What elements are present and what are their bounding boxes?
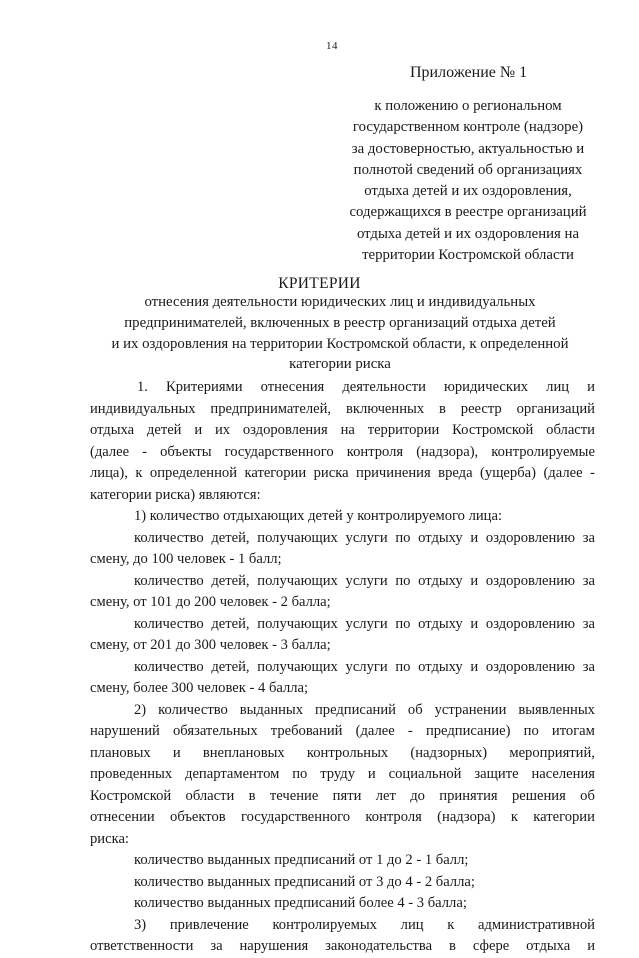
word: в [449,938,456,954]
word: 3) [134,916,147,933]
word: административной [478,916,595,933]
word: и [470,572,479,589]
word: юридических [443,379,529,395]
word: к [135,465,143,481]
paragraph-line: смену, более 300 человек - 4 балла; [90,680,309,696]
paragraph-line [90,807,595,829]
word: и [470,658,479,675]
word: вреда [438,465,473,481]
word: (далее [90,443,130,460]
word: отдыху [418,615,463,632]
paragraph-line [90,614,595,636]
word: 1. [137,379,148,395]
word: течение [269,787,319,804]
paragraph-line: смену, до 100 человек - 1 балл; [90,551,282,567]
word: предписание) [425,723,511,739]
word: категории [533,809,595,825]
word: оздоровлению [485,529,576,546]
appendix-note-line: за достоверностью, актуальностью и [351,140,585,157]
word: и [194,422,203,438]
word: оздоровлению [485,572,576,589]
word: требований [270,723,343,739]
word: (ущерба) [480,465,536,481]
word: количество [134,615,204,632]
word: на [340,422,355,438]
word: получающих [257,658,338,675]
appendix-note-line: отдыха детей и их оздоровления, [364,183,572,200]
word: выявленных [518,701,595,718]
word: обязательных [173,723,258,739]
word: контроля [346,443,404,460]
word: объекты [160,443,212,460]
word: к [510,809,518,825]
appendix-note [340,96,596,266]
paragraph-line: количество выданных предписаний более 4 - 3 балла; [134,895,467,911]
paragraph-line [90,764,595,786]
word: и [172,744,181,761]
word: социальной [388,766,462,782]
word: защите [474,766,519,782]
word: контролируемые [491,443,595,460]
appendix-note-line: территории Костромской области [362,247,574,264]
word: объектов [170,809,226,825]
page-number: 14 [326,40,338,52]
word: оздоровления [242,422,328,438]
paragraph-line [90,786,595,808]
word: Костромской [90,787,172,804]
word: области [185,787,235,804]
word: определенной [149,465,237,481]
word: индивидуальных [90,400,196,417]
subtitle-line: категории риска [289,356,391,373]
word: устранении [434,701,507,718]
paragraph-line [90,420,595,442]
word: в [439,400,446,417]
paragraph-line [90,915,595,937]
word: по [395,658,411,675]
word: детей [146,422,182,438]
word: предпринимателей, [210,400,332,417]
word: оздоровлению [485,658,576,675]
paragraph-line [90,571,595,593]
word: решения [511,787,566,804]
word: за [582,529,595,546]
word: и [367,766,376,782]
word: деятельности [342,379,426,395]
word: детей, [211,658,250,675]
paragraph-line [90,700,595,722]
paragraph-line [90,721,595,743]
word: отдыху [418,658,463,675]
word: департаментом [185,766,280,782]
word: - [590,465,595,481]
word: включенных [345,400,425,417]
subtitle-line: отнесения деятельности юридических лиц и индивидуальных [144,294,536,310]
word: лиц [546,379,570,395]
word: по [523,723,539,739]
paragraph-line: смену, от 201 до 300 человек - 3 балла; [90,637,331,653]
word: Критериями [166,379,243,395]
word: по [292,766,308,782]
word: 2) [134,701,147,718]
word: по [395,529,411,546]
body-text [90,377,595,958]
paragraph-line: количество выданных предписаний от 1 до 2 - 1 балл; [134,852,469,868]
word: предписаний [314,701,396,718]
word: контролируемых [272,916,377,933]
paragraph-line: категории риска) являются: [90,486,261,503]
paragraph-line [90,528,595,550]
word: получающих [257,615,338,632]
word: детей, [211,615,250,632]
word: в [248,787,256,804]
word: государственного [240,809,351,825]
subtitle-line: и их оздоровления на территории Костромской области, к определенной [111,335,569,352]
word: об [407,701,423,718]
word: - [142,443,148,460]
word: за [210,938,223,954]
word: и [587,379,595,395]
word: об [580,787,595,804]
word: труду [320,766,356,782]
word: отдыха [526,938,571,954]
word: мероприятий, [509,744,595,761]
word: выданных [239,701,304,718]
paragraph-line: риска: [90,830,129,847]
word: проведенных [90,766,173,782]
word: - [407,723,413,739]
appendix-title: Приложение № 1 [410,64,528,81]
word: (далее [355,723,395,739]
word: к [447,916,455,933]
word: пяти [332,787,362,804]
word: получающих [257,572,338,589]
word: услуги [345,658,388,675]
word: лиц [400,916,424,933]
paragraph-line [90,377,595,399]
word: за [582,658,595,675]
paragraph-line [90,743,595,765]
appendix-note-line: отдыха детей и их оздоровления на [356,225,580,242]
word: количество [134,529,204,546]
word: отнесения [260,379,325,395]
word: категории [244,465,307,481]
word: за [582,572,595,589]
word: оздоровлению [485,615,576,632]
word: области [546,422,595,438]
word: (надзора) [437,809,496,825]
word: ответственности [90,938,194,954]
appendix-note-line: полнотой сведений об организациях [353,161,583,178]
subtitle-line: предпринимателей, включенных в реестр организаций отдыха детей [124,314,556,331]
word: их [214,422,231,438]
word: отдыху [418,572,463,589]
word: количество [134,658,204,675]
word: принятия [439,787,498,804]
word: нарушения [239,938,309,954]
word: населения [531,766,595,782]
word: внеплановых [202,744,285,761]
word: и [470,615,479,632]
word: услуги [345,572,388,589]
word: получающих [257,529,338,546]
word: причинения [356,465,431,481]
word: по [395,615,411,632]
paragraph-line: 1) количество отдыхающих детей у контролируемого лица: [134,508,503,524]
word: и [587,938,595,954]
appendix-note-line: государственном контроле (надзоре) [352,119,584,136]
word: контроля [365,809,422,825]
paragraph-line [90,399,595,421]
criteria-subtitle [80,292,600,375]
criteria-heading: КРИТЕРИИ [278,275,361,292]
paragraph-line [90,657,595,679]
word: нарушений [90,723,160,739]
word: риска [313,465,349,481]
word: отдыха [90,422,135,438]
word: государственного [224,443,334,460]
paragraph-line [90,936,595,958]
word: услуги [345,615,388,632]
word: привлечение [169,916,249,933]
word: территории [367,422,440,438]
paragraph-line [90,463,595,485]
word: и [470,529,479,546]
appendix-note-line: содержащихся в реестре организаций [349,204,587,221]
word: лица), [90,465,128,481]
word: сфере [472,938,510,954]
word: количество [158,701,228,718]
word: (надзора), [416,443,479,460]
word: количество [134,572,204,589]
paragraph-line: количество выданных предписаний от 3 до 4 - 2 балла; [134,873,475,890]
word: отдыху [418,529,463,546]
word: организаций [516,400,595,417]
appendix-note-line: к положению о региональном [374,98,562,114]
word: контрольных [306,744,389,761]
word: лет [375,787,396,804]
word: отнесении [90,809,155,825]
paragraph-line: смену, от 101 до 200 человек - 2 балла; [90,594,331,610]
word: итогам [551,723,595,739]
word: (далее [543,465,583,481]
word: за [582,615,595,632]
word: до [410,787,425,804]
word: детей, [211,529,250,546]
paragraph-line [90,442,595,464]
word: детей, [211,572,250,589]
word: Костромской [452,422,534,438]
word: реестр [460,400,502,417]
word: плановых [90,744,151,761]
word: (надзорных) [410,744,488,761]
word: законодательства [325,938,433,954]
word: по [395,572,411,589]
word: услуги [345,529,388,546]
